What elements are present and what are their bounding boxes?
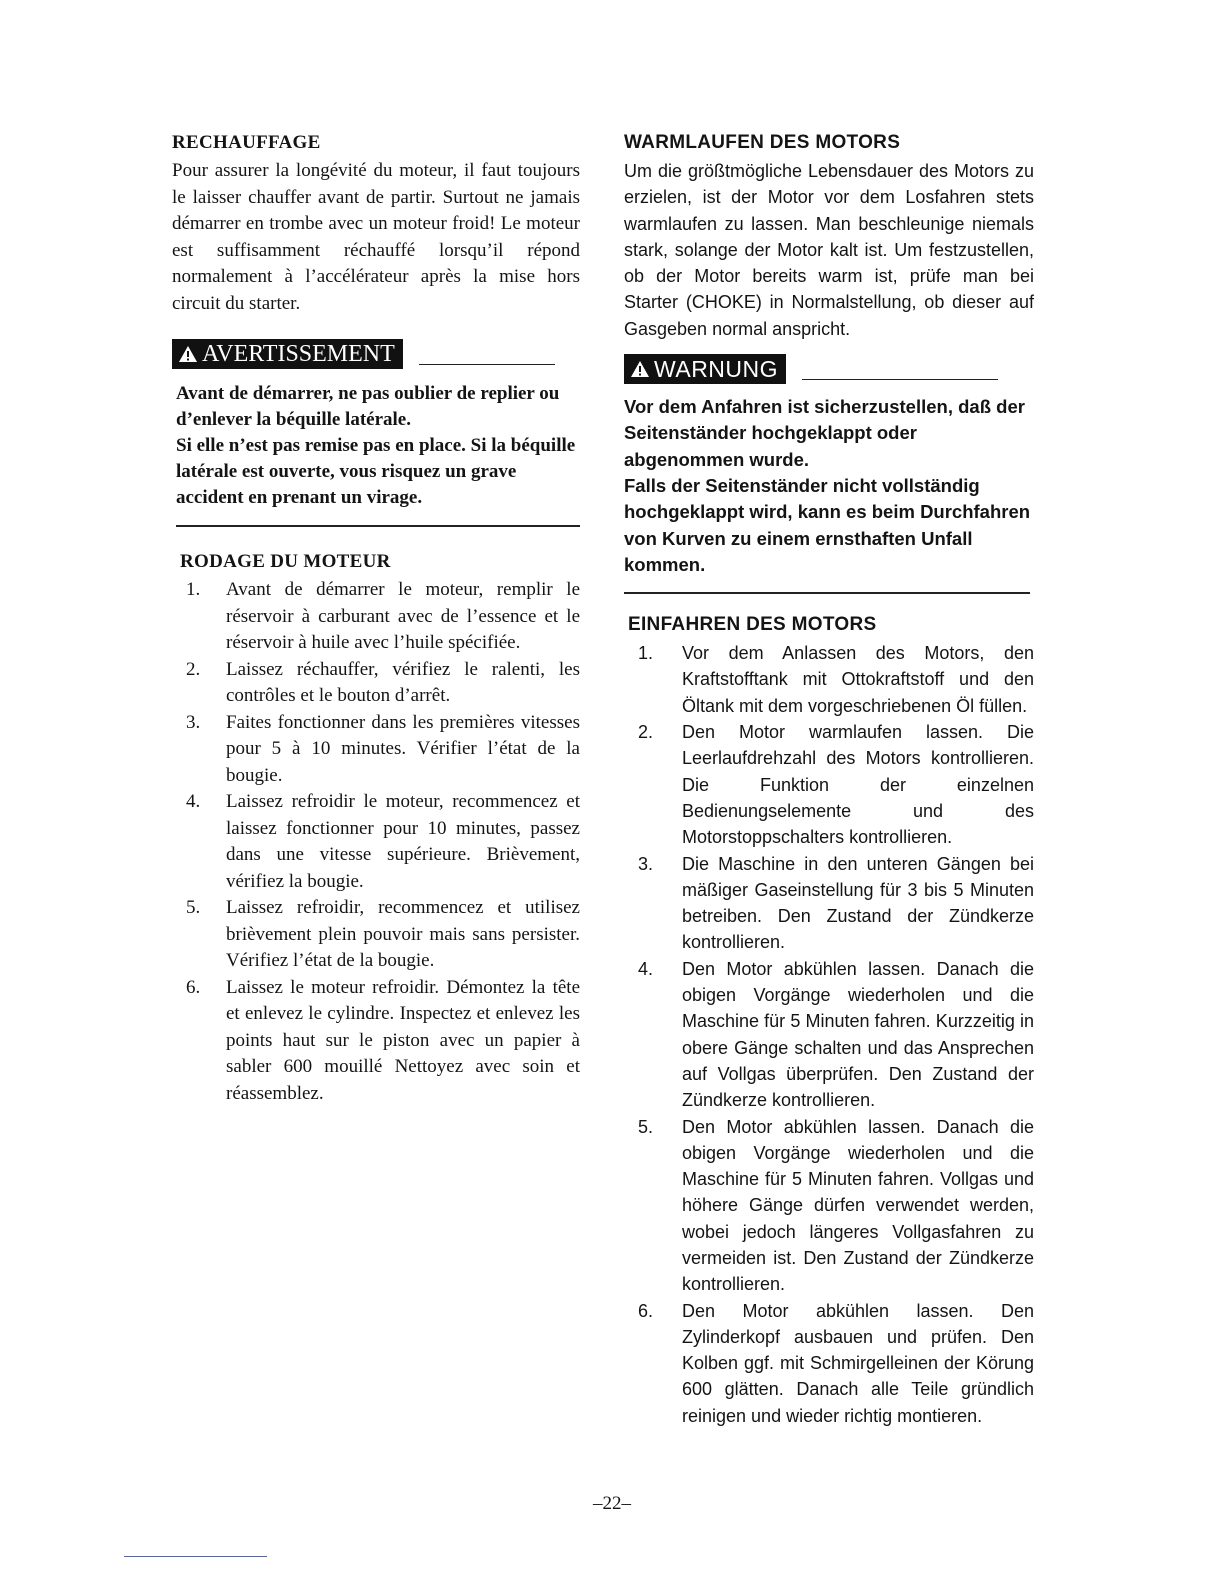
rechauffage-text: Pour assurer la longévité du moteur, il faut toujours le laisser chauffer avant de partir. Surtout ne jamais démarrer en trombe avec un moteur froid! Le moteur est suffisamment réchauffé lorsqu’il répond normalement à l’accélérateur après la mise hors circuit du starter.: [172, 160, 580, 314]
einfahren-step: [624, 640, 1034, 719]
avertissement-p2: Si elle n’est pas remise pas en place. Si la béquille latérale est ouverte, vous risquez un grave accident en prenant un virage.: [176, 435, 576, 508]
step-text: Den Motor abkühlen lassen. Danach die obigen Vorgänge wiederholen und die Maschine für 5 Minuten fahren. Vollgas und höhere Gänge dürfen verwendet werden, wobei jedoch längeres Vollgasfahren zu vermeiden ist. Den Zustand der Zündkerze kontrollieren.: [682, 1116, 1034, 1295]
warning-triangle-icon: [178, 345, 198, 363]
avertissement-badge: [172, 339, 403, 369]
einfahren-step: [624, 851, 1034, 956]
step-text: Laissez refroidir, recommencez et utilisez brièvement plein pouvoir mais sans persister. Vérifiez l’état de la bougie.: [226, 897, 580, 971]
warnung-badge: [624, 354, 786, 384]
einfahren-step: [624, 1298, 1034, 1429]
rodage-step: [172, 577, 580, 657]
rechauffage-title: RECHAUFFAGE: [172, 132, 321, 153]
einfahren-step: [624, 1114, 1034, 1298]
warnung-rule: [802, 379, 998, 380]
german-column: [624, 128, 1034, 1429]
einfahren-steps: [624, 640, 1034, 1429]
step-text: Vor dem Anlassen des Motors, den Kraftstofftank mit Ottokraftstoff und den Öltank mit dem vorgeschriebenen Öl füllen.: [682, 643, 1034, 716]
avertissement-header: [172, 339, 580, 369]
step-text: Den Motor abkühlen lassen. Den Zylinderkopf ausbauen und prüfen. Den Kolben ggf. mit Schmirgelleinen der Körung 600 glätten. Danach alle Teile gründlich reinigen und wieder richtig montieren.: [682, 1300, 1034, 1426]
rodage-step: [172, 789, 580, 895]
einfahren-step: [624, 956, 1034, 1114]
warnung-body: [624, 394, 1034, 578]
warnung-p2: Falls der Seitenständer nicht vollständig hochgeklappt wird, kann es beim Durchfahren von Kurven zu einem ernsthaften Unfall kommen.: [624, 474, 1031, 575]
step-number: 3.: [186, 711, 201, 733]
step-number: 5.: [186, 897, 201, 918]
avertissement-body: [172, 381, 580, 511]
rodage-step: [172, 710, 580, 790]
warning-triangle-icon: [630, 360, 650, 378]
avertissement-p1: Avant de démarrer, ne pas oublier de replier ou d’enlever la béquille latérale.: [176, 383, 560, 430]
warnung-header: [624, 354, 1034, 384]
step-number: 6.: [638, 1300, 654, 1321]
rodage-step: [172, 895, 580, 975]
step-number: 5.: [638, 1116, 654, 1137]
einfahren-title: EINFAHREN DES MOTORS: [628, 614, 877, 636]
step-text: Die Maschine in den unteren Gängen bei mäßiger Gaseinstellung für 3 bis 5 Minuten betreiben. Den Zustand der Zündkerze kontrollieren.: [682, 853, 1034, 953]
step-text: Faites fonctionner dans les premières vitesses pour 5 à 10 minutes. Vérifier l’état de la bougie.: [226, 711, 580, 786]
step-number: 2.: [186, 658, 201, 680]
step-text: Den Motor warmlaufen lassen. Die Leerlaufdrehzahl des Motors kontrollieren. Die Funktion der einzelnen Bedienungselemente und des Motorstoppschalters kontrollieren.: [682, 722, 1034, 848]
french-column: [172, 128, 580, 1107]
einfahren-step: [624, 719, 1034, 850]
step-text: Den Motor abkühlen lassen. Danach die obigen Vorgänge wiederholen und die Maschine für 5 Minuten fahren. Kurzzeitig in obere Gänge schalten und das Ansprechen auf Vollgas überprüfen. Den Zustand der Zündkerze kontrollieren.: [682, 958, 1034, 1111]
rodage-steps: [172, 577, 580, 1107]
step-text: Laissez réchauffer, vérifiez le ralenti, les contrôles et le bouton d’arrêt.: [226, 658, 580, 706]
footer-link-underline: [124, 1556, 267, 1557]
warnung-p1: Vor dem Anfahren ist sicherzustellen, daß der Seitenständer hochgeklappt oder abgenommen wurde.: [624, 396, 1025, 470]
step-number: 3.: [638, 853, 654, 874]
rodage-step: [172, 657, 580, 710]
step-text: Laissez le moteur refroidir. Démontez la tête et enlevez le cylindre. Inspectez et enlevez les points haut sur le piston avec un papier à sabler 600 mouillé Nettoyez avec soin et réassemblez.: [226, 976, 580, 1104]
warmlaufen-title: WARMLAUFEN DES MOTORS: [624, 132, 901, 153]
warmlaufen-text: Um die größtmögliche Lebensdauer des Motors zu erzielen, ist der Motor vor dem Losfahren stets warmlaufen zu lassen. Man beschleunige niemals stark, solange der Motor kalt ist. Um festzustellen, ob der Motor bereits warm ist, prüfe man bei Starter (CHOKE) in Normalstellung, ob dieser auf Gasgeben normal anspricht.: [624, 161, 1034, 339]
warnung-end-rule: [624, 592, 1030, 594]
step-number: 4.: [186, 791, 201, 812]
step-number: 1.: [638, 643, 654, 664]
rodage-step: [172, 975, 580, 1108]
page-number: –22–: [593, 1493, 631, 1514]
avertissement-end-rule: [176, 525, 580, 527]
step-number: 2.: [638, 722, 654, 743]
step-text: Avant de démarrer le moteur, remplir le réservoir à carburant avec de l’essence et le réservoir à huile avec l’huile spécifiée.: [226, 579, 580, 653]
avertissement-label: AVERTISSEMENT: [202, 341, 395, 367]
rodage-title: RODAGE DU MOTEUR: [180, 551, 391, 572]
step-number: 4.: [638, 958, 654, 979]
step-number: 1.: [186, 579, 201, 600]
avertissement-rule: [419, 364, 555, 365]
step-number: 6.: [186, 976, 201, 998]
step-text: Laissez refroidir le moteur, recommencez et laissez fonctionner pour 10 minutes, passez dans une vitesse supérieure. Brièvement, vérifiez la bougie.: [226, 791, 580, 892]
warnung-label: WARNUNG: [654, 356, 779, 383]
